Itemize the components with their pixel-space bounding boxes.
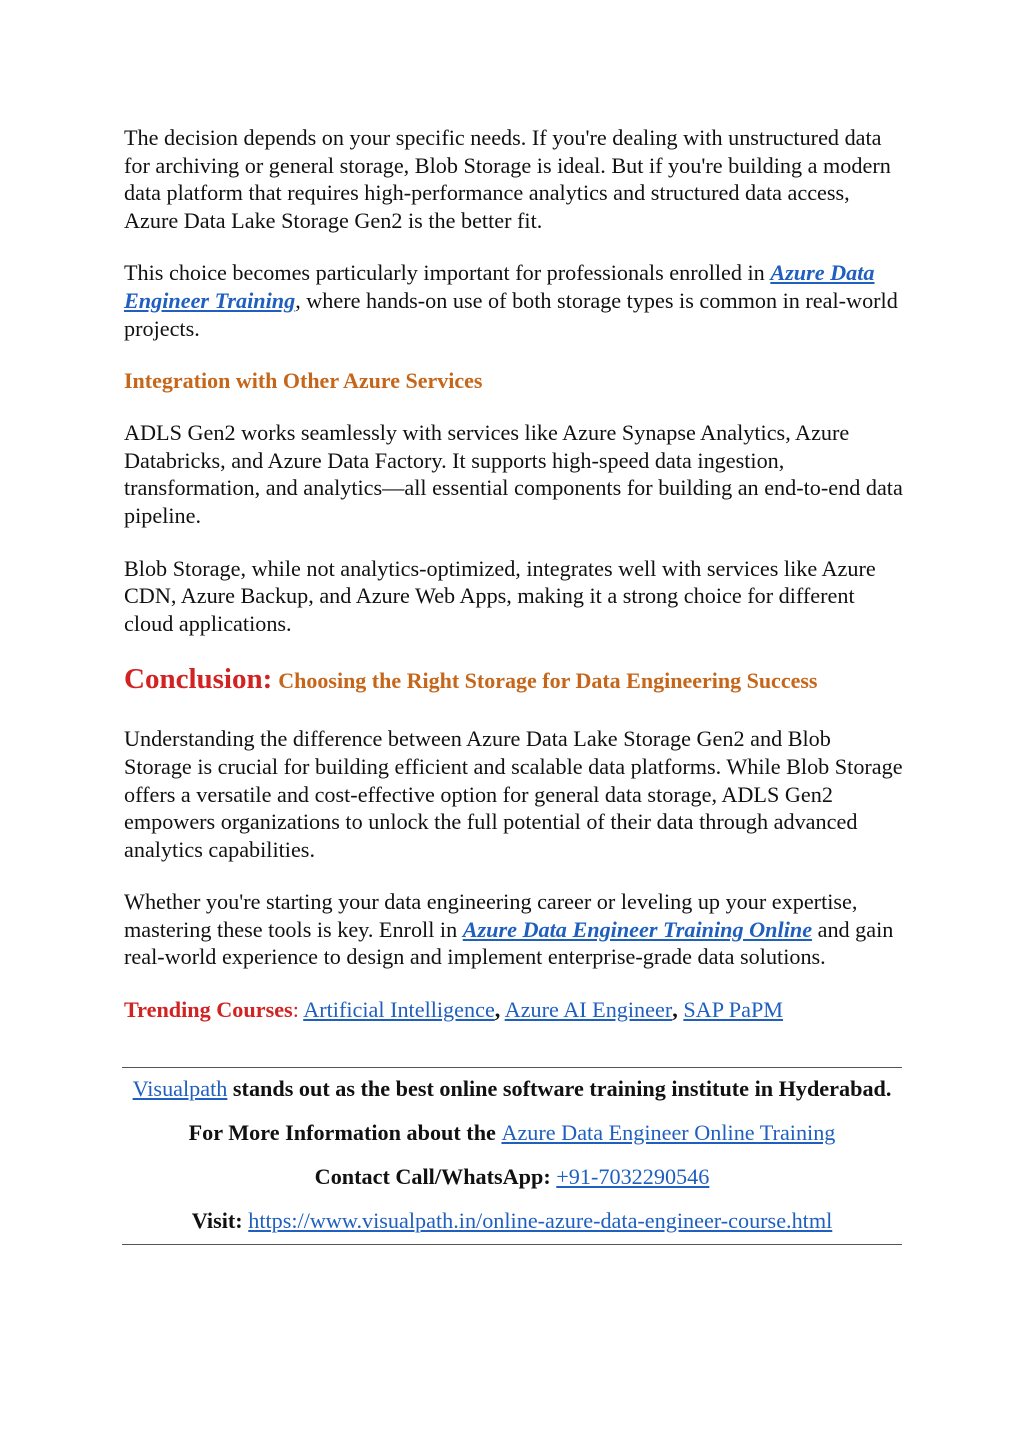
paragraph-enroll-text-before: Whether you're starting your data engineering career or leveling up your expertise, mastering these tools is key. Enroll in (124, 889, 858, 942)
azure-online-training-link[interactable]: Azure Data Engineer Online Training (501, 1120, 836, 1145)
phone-link[interactable]: +91-7032290546 (556, 1164, 710, 1189)
footer-visit-line (122, 1206, 902, 1236)
azure-data-engineer-training-online-link[interactable]: Azure Data Engineer Training Online (462, 916, 813, 942)
visualpath-link[interactable]: Visualpath (132, 1076, 228, 1101)
integration-heading: Integration with Other Azure Services (124, 368, 483, 394)
course-separator: , (672, 997, 678, 1023)
paragraph-blob-integration: Blob Storage, while not analytics-optimized, integrates well with services like Azure CDN, Azure Backup, and Azure Web Apps, making it a strong choice for different cloud applications. (124, 555, 876, 636)
paragraph-understanding: Understanding the difference between Azure Data Lake Storage Gen2 and Blob Storage is crucial for building efficient and scalable data platforms. While Blob Storage offers a versatile and cost-effective option for general data storage, ADLS Gen2 empowers organizations to unlock the full potential of their data through advanced analytics capabilities. (124, 726, 903, 862)
course-link-artificial-intelligence[interactable]: Artificial Intelligence (303, 997, 495, 1023)
footer-brand-text: stands out as the best online software training institute in Hyderabad. (227, 1076, 892, 1101)
paragraph-decision: The decision depends on your specific needs. If you're dealing with unstructured data for archiving or general storage, Blob Storage is ideal. But if you're building a modern data platform that requires high-performance analytics and structured data access, Azure Data Lake Storage Gen2 is the better fit. (124, 125, 891, 233)
course-link-azure-ai-engineer[interactable]: Azure AI Engineer (504, 997, 673, 1023)
paragraph-adls-integration: ADLS Gen2 works seamlessly with services like Azure Synapse Analytics, Azure Databricks, and Azure Data Factory. It supports high-speed data ingestion, transformation, and analytics—all essential components for building an end-to-end data pipeline. (124, 420, 903, 528)
course-url-link[interactable]: https://www.visualpath.in/online-azure-data-engineer-course.html (248, 1208, 833, 1233)
trending-colon: : (292, 997, 299, 1023)
course-link-sap-papm[interactable]: SAP PaPM (683, 997, 784, 1023)
conclusion-heading (124, 662, 904, 701)
paragraph-enroll (124, 888, 904, 971)
paragraph-choice-text-before: This choice becomes particularly important for professionals enrolled in (124, 260, 771, 286)
footer-contact-label: Contact Call/WhatsApp: (314, 1164, 557, 1189)
document-body (124, 124, 904, 1048)
footer-visit-label: Visit: (191, 1208, 249, 1233)
conclusion-label: Conclusion: (124, 663, 273, 696)
footer-info-line (122, 1118, 902, 1148)
paragraph-choice-text-after: , where hands-on use of both storage types is common in real-world projects. (124, 287, 898, 341)
footer-brand-line (122, 1074, 902, 1104)
azure-data-engineer-training-link[interactable]: Azure Data Engineer Training (124, 260, 875, 313)
footer-info-text: For More Information about the (188, 1120, 502, 1145)
contact-footer (122, 1067, 902, 1245)
course-separator: , (494, 997, 501, 1023)
conclusion-title: Choosing the Right Storage for Data Engineering Success (278, 668, 818, 694)
trending-courses (124, 996, 904, 1024)
paragraph-enroll-text-after: and gain real-world experience to design and implement enterprise-grade data solutions. (124, 916, 894, 970)
footer-contact-line (122, 1162, 902, 1192)
paragraph-choice (124, 259, 904, 342)
trending-courses-label: Trending Courses (124, 997, 293, 1023)
